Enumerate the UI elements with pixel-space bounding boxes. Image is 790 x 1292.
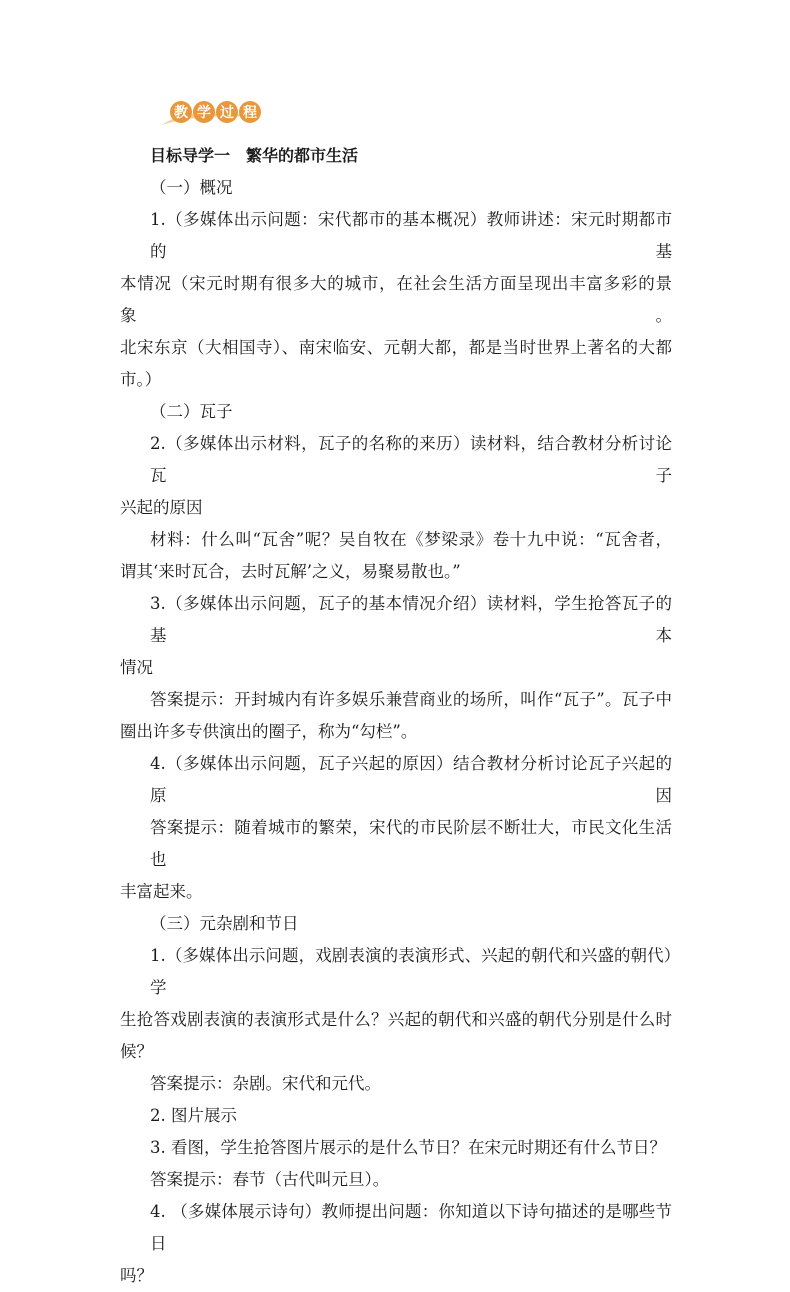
badge-characters — [170, 101, 261, 123]
text-line: （二）瓦子 — [150, 402, 233, 421]
badge-char: 教 — [170, 101, 192, 123]
text-line: 4. （多媒体展示诗句）教师提出问题：你知道以下诗句描述的是哪些节日 — [150, 1202, 672, 1253]
text-line: （一）概况 — [150, 178, 233, 197]
text-line: 1.（多媒体出示问题，戏剧表演的表演形式、兴起的朝代和兴盛的朝代）学 — [150, 946, 672, 997]
text-line: 4.（多媒体出示问题，瓦子兴起的原因）结合教材分析讨论瓦子兴起的原因 — [150, 754, 672, 805]
document-body — [120, 140, 672, 1292]
text-line: 答案提示：杂剧。宋代和元代。 — [150, 1074, 381, 1093]
text-line: 材料：什么叫“瓦舍”呢？吴自牧在《梦梁录》卷十九中说：“瓦舍者， — [150, 530, 672, 549]
paragraph-lines — [120, 172, 672, 1292]
text-line: 吗？ — [120, 1266, 153, 1285]
text-line: 2. 图片展示 — [150, 1106, 237, 1125]
badge-char: 学 — [193, 101, 215, 123]
text-line: 答案提示：随着城市的繁荣，宋代的市民阶层不断壮大，市民文化生活也 — [150, 818, 672, 869]
text-line: 圈出许多专供演出的圈子，称为“勾栏”。 — [120, 722, 418, 741]
text-line: 答案提示：开封城内有许多娱乐兼营商业的场所，叫作“瓦子”。瓦子中 — [150, 690, 672, 709]
text-line: 生抢答戏剧表演的表演形式是什么？兴起的朝代和兴盛的朝代分别是什么时 — [120, 1010, 672, 1029]
text-line: 北宋东京（大相国寺）、南宋临安、元朝大都，都是当时世界上著名的大都 — [120, 338, 672, 357]
text-line: 答案提示：春节（古代叫元旦）。 — [150, 1170, 390, 1189]
text-line: 1.（多媒体出示问题：宋代都市的基本概况）教师讲述：宋元时期都市的基 — [150, 210, 672, 261]
text-line: 市。） — [120, 370, 162, 389]
text-line: 丰富起来。 — [120, 882, 203, 901]
text-line: 3. 看图，学生抢答图片展示的是什么节日？在宋元时期还有什么节日？ — [150, 1138, 666, 1157]
badge-char: 程 — [239, 101, 261, 123]
text-line: 谓其‘来时瓦合，去时瓦解’之义，易聚易散也。” — [120, 562, 461, 581]
text-line: 本情况（宋元时期有很多大的城市，在社会生活方面呈现出丰富多彩的景象。 — [120, 274, 672, 325]
text-line: 情况 — [120, 658, 153, 677]
badge-char: 过 — [216, 101, 238, 123]
text-line: 兴起的原因 — [120, 498, 203, 517]
text-line: 候？ — [120, 1042, 153, 1061]
section-title: 目标导学一 繁华的都市生活 — [150, 146, 359, 165]
text-line: 3.（多媒体出示问题，瓦子的基本情况介绍）读材料，学生抢答瓦子的基本 — [150, 594, 672, 645]
text-line: （三）元杂剧和节日 — [150, 914, 299, 933]
text-line: 2.（多媒体出示材料，瓦子的名称的来历）读材料，结合教材分析讨论瓦子 — [150, 434, 672, 485]
section-badge — [160, 101, 256, 131]
